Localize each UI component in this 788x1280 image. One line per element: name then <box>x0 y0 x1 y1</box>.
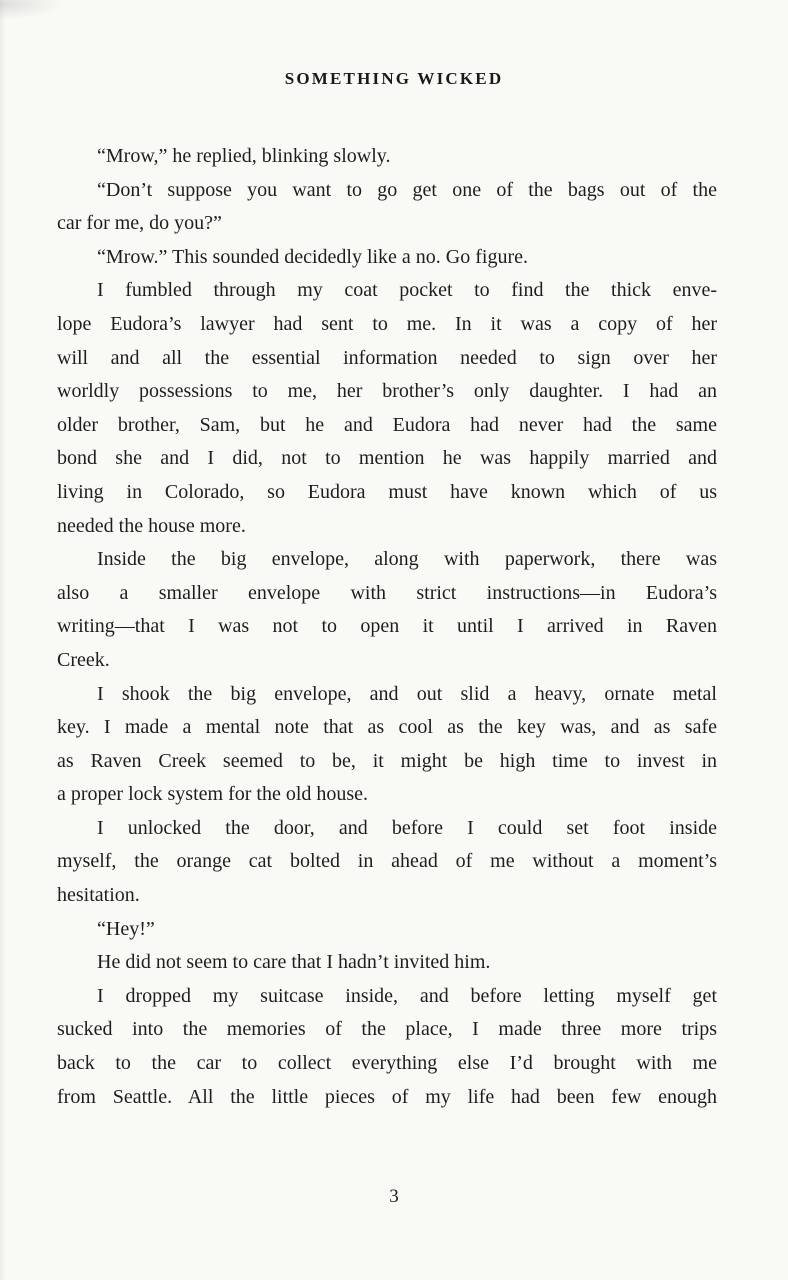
text-line: writing—that I was not to open it until I arrived in Raven <box>57 615 717 638</box>
text-line: older brother, Sam, but he and Eudora had never had the same <box>57 413 717 436</box>
text-line: myself, the orange cat bolted in ahead of me without a moment’s <box>57 850 717 873</box>
text-line: worldly possessions to me, her brother’s only daughter. I had an <box>57 380 717 403</box>
text-line: sucked into the memories of the place, I made three more trips <box>57 1018 717 1041</box>
text-line: as Raven Creek seemed to be, it might be high time to invest in <box>57 749 717 772</box>
text-line: key. I made a mental note that as cool as the key was, and as safe <box>57 716 717 739</box>
text-line: I shook the big envelope, and out slid a heavy, ornate metal <box>97 682 717 705</box>
body-text <box>57 140 717 1114</box>
running-header: SOMETHING WICKED <box>284 69 504 88</box>
text-line: also a smaller envelope with strict instructions—in Eudora’s <box>57 581 717 604</box>
text-line: lope Eudora’s lawyer had sent to me. In it was a copy of her <box>57 312 717 335</box>
text-line: a proper lock system for the old house. <box>57 783 369 806</box>
text-line: I unlocked the door, and before I could set foot inside <box>97 816 717 839</box>
text-line: living in Colorado, so Eudora must have known which of us <box>57 480 717 503</box>
text-line: car for me, do you?” <box>57 212 222 235</box>
text-line: I dropped my suitcase inside, and before letting myself get <box>97 984 717 1007</box>
text-line: back to the car to collect everything else I’d brought with me <box>57 1052 717 1075</box>
text-line: Creek. <box>57 648 110 671</box>
text-line: I fumbled through my coat pocket to find the thick enve- <box>97 279 717 302</box>
text-line: “Don’t suppose you want to go get one of the bags out of the <box>97 178 717 201</box>
text-line: “Hey!” <box>97 917 155 940</box>
text-line: bond she and I did, not to mention he was happily married and <box>57 447 717 470</box>
text-line: Inside the big envelope, along with paperwork, there was <box>97 548 717 571</box>
text-line: “Mrow,” he replied, blinking slowly. <box>97 145 391 167</box>
text-line: from Seattle. All the little pieces of my life had been few enough <box>57 1085 717 1108</box>
text-line: “Mrow.” This sounded decidedly like a no. Go figure. <box>97 245 529 268</box>
text-line: will and all the essential information needed to sign over her <box>57 346 717 369</box>
text-line: He did not seem to care that I hadn’t invited him. <box>97 951 491 974</box>
page-number: 3 <box>389 1186 399 1207</box>
text-line: hesitation. <box>57 884 140 907</box>
text-line: needed the house more. <box>57 514 246 537</box>
